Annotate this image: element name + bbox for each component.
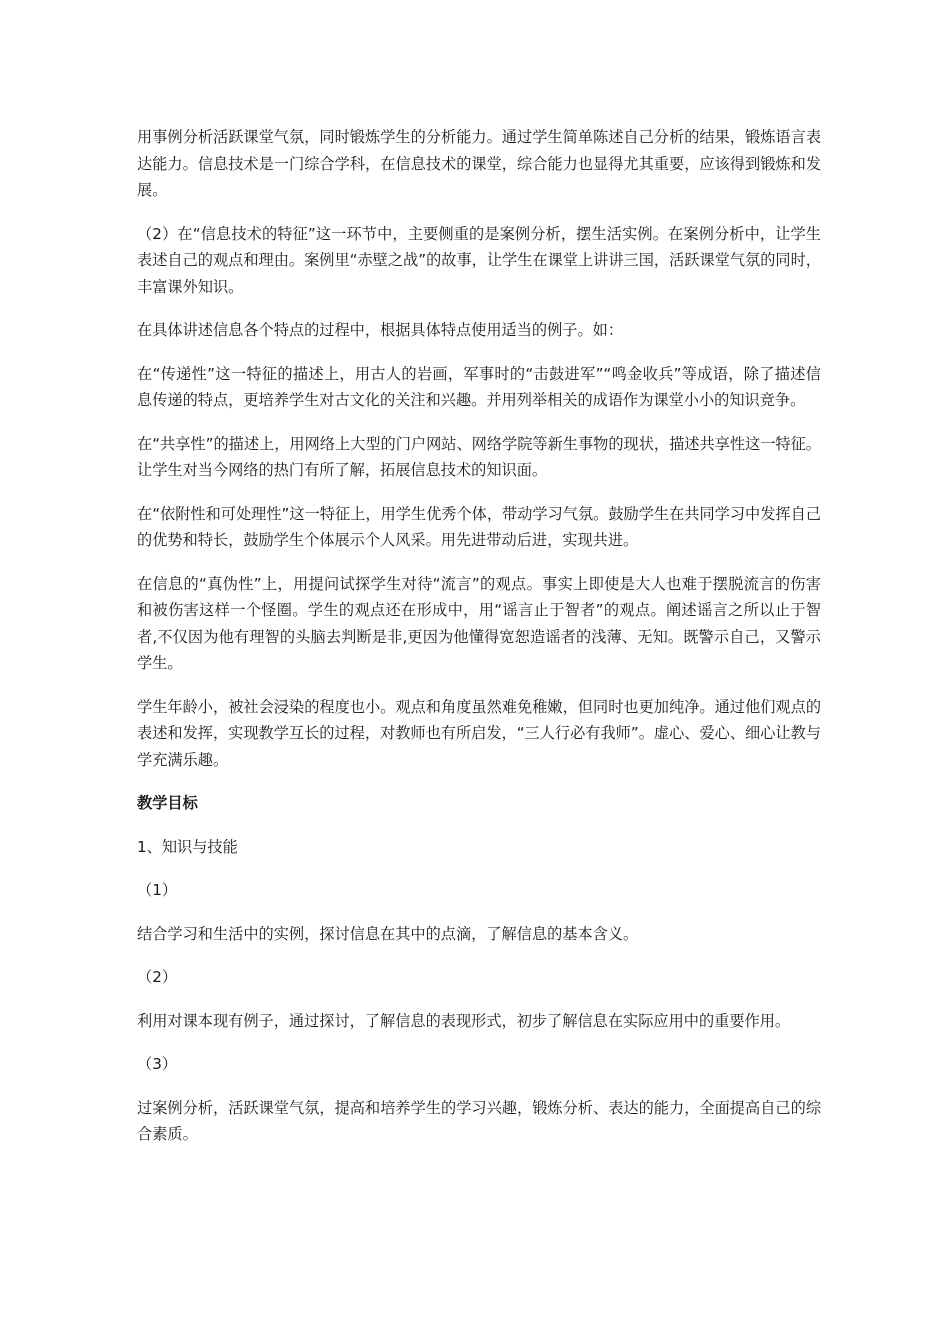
item-text-2: 利用对课本现有例子，通过探讨，了解信息的表现形式，初步了解信息在实际应用中的重要作用。 <box>137 1011 791 1030</box>
item-number-1: （1） <box>137 881 178 899</box>
paragraph-examples-intro: 在具体讲述信息各个特点的过程中，根据具体特点使用适当的例子。如： <box>137 321 623 339</box>
item-text-3: 过案例分析，活跃课堂气氛，提高和培养学生的学习兴趣，锻炼分析、表达的能力，全面提高自己的综合素质。 <box>137 1098 821 1143</box>
paragraph-transmissibility: 在“传递性”这一特征的描述上，用古人的岩画，军事时的“击鼓进军”“鸣金收兵”等成语，除了描述信息传递的特点，更培养学生对古文化的关注和兴趣。并用列举相关的成语作为课堂小小的知识竞争。 <box>137 364 821 409</box>
paragraph-info-tech-features: （2）在“信息技术的特征”这一环节中，主要侧重的是案例分析，摆生活实例。在案例分析中，让学生表述自己的观点和理由。案例里“赤壁之战”的故事，让学生在课堂上讲讲三国，活跃课堂气氛的同时，丰富课外知识。 <box>137 224 821 296</box>
paragraph-dependency-processability: 在“依附性和可处理性”这一特征上，用学生优秀个体，带动学习气氛。鼓励学生在共同学习中发挥自己的优势和特长，鼓励学生个体展示个人风采。用先进带动后进，实现共进。 <box>137 504 821 549</box>
section-heading-teaching-goals: 教学目标 <box>137 794 198 812</box>
document-body <box>137 124 821 1165</box>
item-text-1: 结合学习和生活中的实例，探讨信息在其中的点滴，了解信息的基本含义。 <box>137 924 639 943</box>
item-number-2: （2） <box>137 968 178 986</box>
paragraph-authenticity: 在信息的“真伪性”上，用提问试探学生对待“流言”的观点。事实上即使是大人也难于摆脱流言的伤害和被伤害这样一个怪圈。学生的观点还在形成中，用“谣言止于智者”的观点。阐述谣言之所以止于智者,不仅因为他有理智的头脑去判断是非,更因为他懂得宽恕造谣者的浅薄、无知。既警示自己，又警示学生。 <box>137 574 821 672</box>
item-number-3: （3） <box>137 1055 178 1073</box>
paragraph-shareability: 在“共享性”的描述上，用网络上大型的门户网站、网络学院等新生事物的现状，描述共享性这一特征。让学生对当今网络的热门有所了解，拓展信息技术的知识面。 <box>137 434 821 479</box>
paragraph-students-age: 学生年龄小，被社会浸染的程度也小。观点和角度虽然难免稚嫩，但同时也更加纯净。通过他们观点的表述和发挥，实现教学互长的过程，对教师也有所启发，“三人行必有我师”。虚心、爱心、细心让教与学充满乐趣。 <box>137 697 821 769</box>
paragraph-case-analysis-intro: 用事例分析活跃课堂气氛，同时锻炼学生的分析能力。通过学生简单陈述自己分析的结果，锻炼语言表达能力。信息技术是一门综合学科，在信息技术的课堂，综合能力也显得尤其重要，应该得到锻炼和发展。 <box>137 128 821 199</box>
subsection-knowledge-skills: 1、知识与技能 <box>137 837 238 856</box>
